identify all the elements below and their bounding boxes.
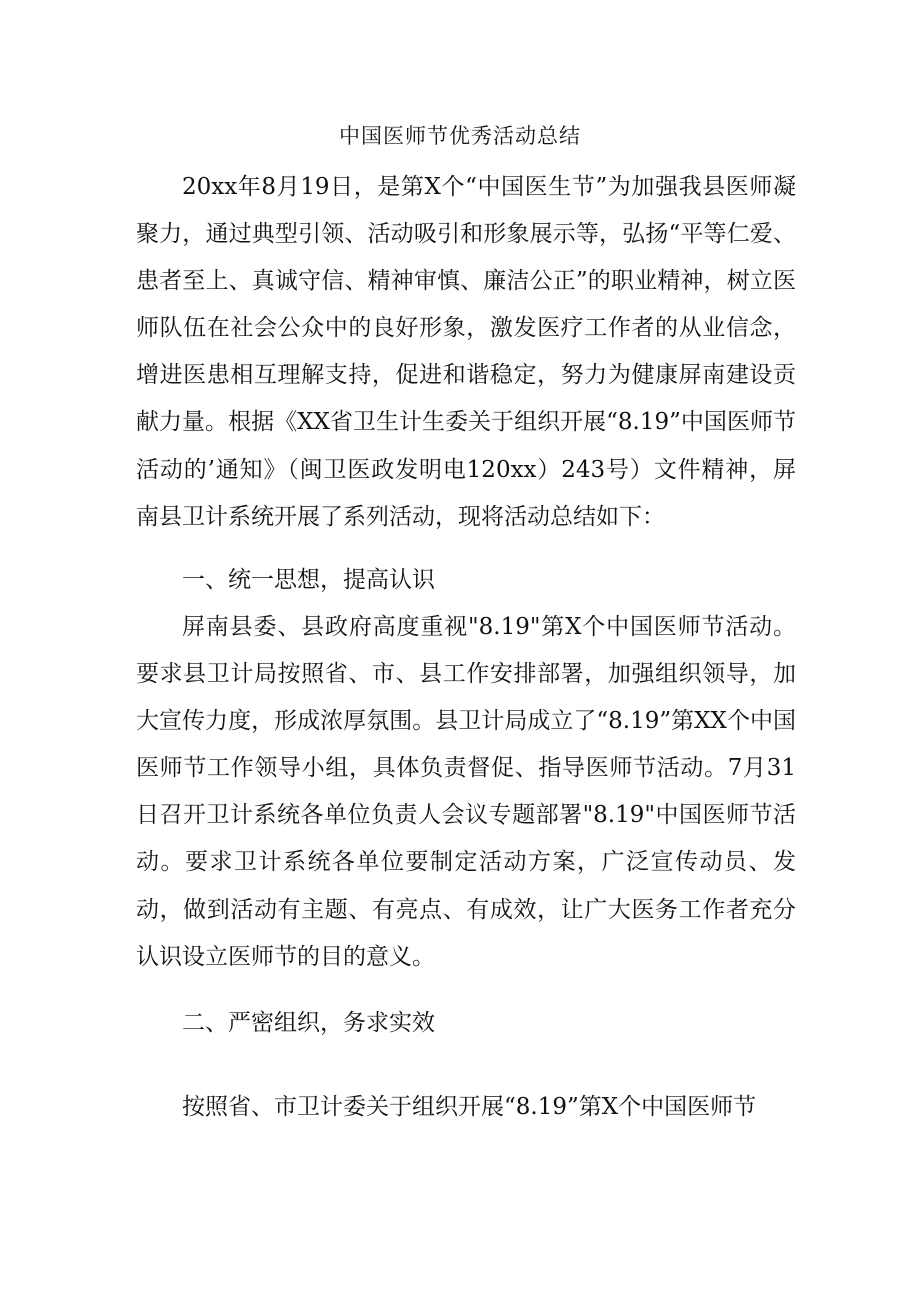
section-2-paragraph: 按照省、市卫计委关于组织开展“8.19”第X个中国医师节 (182, 1094, 757, 1120)
document-title: 中国医师节优秀活动总结 (339, 124, 581, 148)
section-heading-1: 一、统一思想，提高认识 (182, 567, 435, 593)
section-heading-2: 二、严密组织，务求实效 (182, 1010, 435, 1036)
section-1-paragraph: 屏南县委、县政府高度重视"8.19"第X个中国医师节活动。要求县卫计局按照省、市、县工作安排部署，加强组织领导，加大宣传力度，形成浓厚氛围。县卫计局成立了“8.19”第XX个中国医师节工作领导小组，具体负责督促、指导医师节活动。7月31日召开卫计系统各单位负责人会议专题部署"8.19"中国医师节活动。要求卫计系统各单位要制定活动方案，广泛宣传动员、发动，做到活动有主题、有亮点、有成效，让广大医务工作者充分认识设立医师节的目的意义。 (136, 614, 796, 970)
intro-paragraph: 20xx年8月19日，是第X个“中国医生节”为加强我县医师凝聚力，通过典型引领、活动吸引和形象展示等，弘扬“平等仁爱、患者至上、真诚守信、精神审慎、廉洁公正”的职业精神，树立医师队伍在社会公众中的良好形象，激发医疗工作者的从业信念，增进医患相互理解支持，促进和谐稳定，努力为健康屏南建设贡献力量。根据《XX省卫生计生委关于组织开展“8.19”中国医师节活动的’通知》（闽卫医政发明电120xx）243号）文件精神，屏南县卫计系统开展了系列活动，现将活动总结如下： (136, 174, 796, 530)
